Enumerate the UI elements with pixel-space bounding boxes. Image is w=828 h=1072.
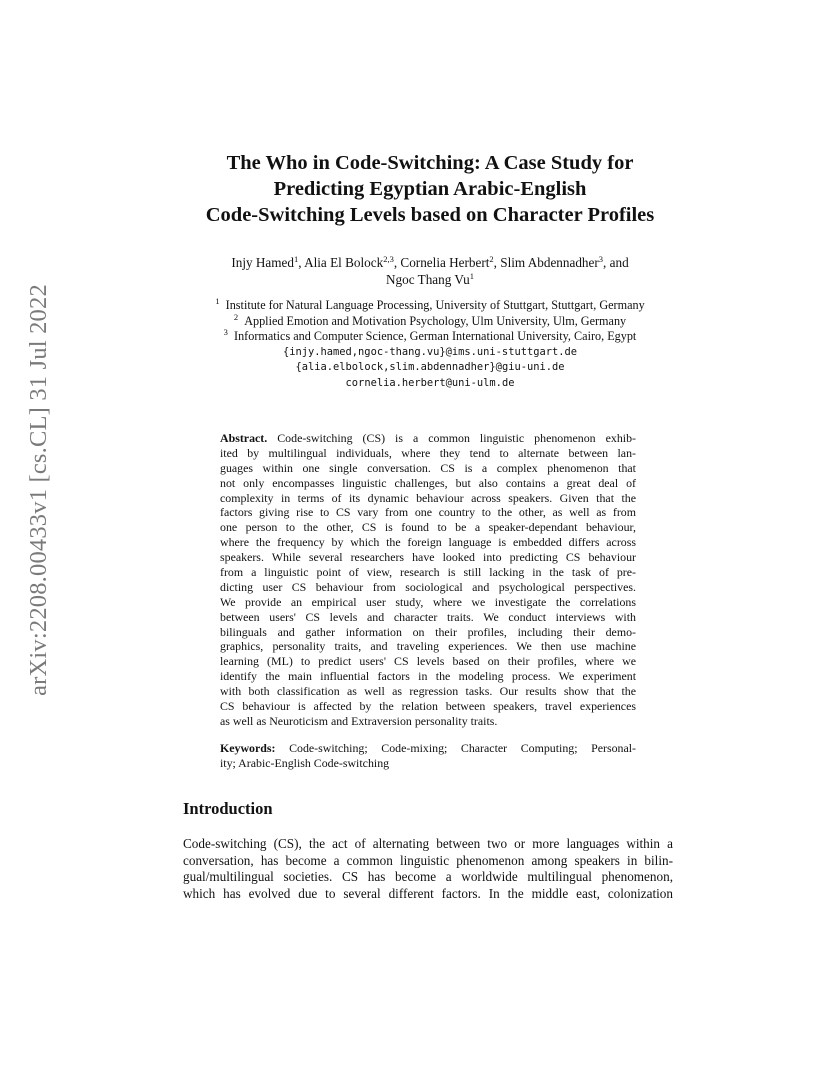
body-line: Code-switching (CS), the act of alternating between two or more languages within a [183, 836, 673, 851]
keywords-line: ity; Arabic-English Code-switching [220, 755, 390, 770]
abstract-line: learning (ML) to predict users' CS levels based on their profiles, where we [220, 654, 636, 669]
arxiv-identifier: arXiv:2208.00433v1 [cs.CL] 31 Jul 2022 [25, 284, 52, 696]
keywords-label: Keywords: [220, 741, 276, 755]
author-separator: , [298, 255, 305, 270]
abstract-line: between users' CS levels and character traits. We conduct interviews with [220, 609, 636, 624]
author-name: Cornelia Herbert [400, 255, 490, 270]
body-line: which has evolved due to several different factors. In the middle east, colonization [183, 885, 673, 901]
abstract-line: dicting user CS behaviour from sociological and psychological perspectives. [220, 579, 636, 594]
paper-title [150, 150, 710, 228]
author-conjunction: , and [603, 255, 629, 270]
abstract-line: factors giving rise to CS vary from one country to the other, as well as from [220, 505, 636, 520]
abstract-line: from a linguistic point of view, research is still lacking in the task of pre- [220, 565, 636, 580]
abstract-line: identify the main influential factors in the modeling process. We experiment [220, 669, 636, 684]
author-name: Slim Abdennadher [500, 255, 599, 270]
author-affiliation-mark: 3 [598, 254, 604, 264]
abstract-line: where the frequency by which the foreign language is embedded differs across [220, 535, 636, 550]
title-line: Code-Switching Levels based on Character Profiles [205, 204, 655, 226]
affiliation-text: Informatics and Computer Science, German International University, Cairo, Egypt [234, 329, 637, 343]
keywords [220, 741, 636, 771]
title-line: Predicting Egyptian Arabic-English [273, 178, 587, 200]
author-name: Alia El Bolock [304, 255, 384, 270]
title-line: The Who in Code-Switching: A Case Study for [226, 152, 634, 174]
arxiv-sidebar [18, 284, 60, 696]
author-affiliation-mark: 2 [489, 254, 494, 264]
affiliation-line [150, 329, 710, 345]
abstract-line: complexity in terms of its dynamic behaviour across speakers. Given that the [220, 490, 636, 505]
abstract-line: one person to the other, CS is found to be a speaker-dependant behaviour, [220, 520, 636, 535]
author-name: Ngoc Thang Vu [386, 272, 470, 287]
introduction-body [183, 836, 673, 902]
keywords-line: Keywords: Code-switching; Code-mixing; Character Computing; Personal- [220, 741, 636, 755]
email-line[interactable]: {injy.hamed,ngoc-thang.vu}@ims.uni-stuttgart.de [282, 345, 578, 358]
affiliation-text: Applied Emotion and Motivation Psychology, Ulm University, Ulm, Germany [244, 313, 627, 328]
abstract-line: bilinguals and gather information on their profiles, including their demo- [220, 624, 636, 639]
abstract-line: We provide an empirical user study, where we investigate the correlations [220, 594, 636, 609]
abstract-line: not only encompasses linguistic challenges, but also contains a great deal of [220, 475, 636, 490]
author-separator: , [393, 255, 401, 270]
email-line[interactable]: {alia.elbolock,slim.abdennadher}@giu-uni.de [295, 361, 565, 373]
abstract-line: ited by multilingual individuals, where they tend to alternate between lan- [220, 445, 636, 460]
author-affiliation-mark: 1 [469, 271, 474, 281]
affiliation-number: 3 [223, 327, 228, 337]
affiliation-line [150, 311, 710, 330]
abstract-line: guages within one single conversation. CS is a complex phenomenon that [220, 460, 636, 475]
section-heading-introduction: Introduction [183, 799, 273, 818]
abstract [220, 431, 636, 729]
author-affiliation-mark: 1 [293, 254, 299, 264]
abstract-line: speakers. While several researchers have looked into predicting CS behaviour [220, 550, 636, 565]
affiliation-text: Institute for Natural Language Processing, University of Stuttgart, Stuttgart, Germany [225, 298, 645, 312]
abstract-line: Abstract. Code-switching (CS) is a common linguistic phenomenon exhib- [220, 431, 636, 445]
author-affiliation-mark: 2,3 [383, 254, 394, 264]
affiliation-number: 2 [233, 311, 239, 322]
affiliation-number: 1 [215, 296, 220, 306]
abstract-line: CS behaviour is affected by the relation between speakers, travel experiences [220, 699, 636, 714]
author-separator: , [493, 255, 501, 270]
body-line: conversation, has become a common linguistic phenomenon among speakers in bilin- [183, 852, 673, 868]
abstract-label: Abstract. [220, 431, 268, 445]
abstract-line: as well as Neuroticism and Extraversion personality traits. [220, 713, 498, 728]
abstract-line: with both classification as well as regression tasks. Our results show that the [220, 684, 636, 699]
email-line[interactable]: cornelia.herbert@uni-ulm.de [345, 376, 515, 389]
body-line: gual/multilingual societies. CS has become a worldwide multilingual phenomenon, [183, 869, 673, 885]
author-list [150, 254, 710, 288]
author-name: Injy Hamed [231, 255, 294, 270]
abstract-line: graphics, personality traits, and traveling experiences. We then use machine [220, 639, 636, 654]
affiliations [150, 298, 710, 391]
